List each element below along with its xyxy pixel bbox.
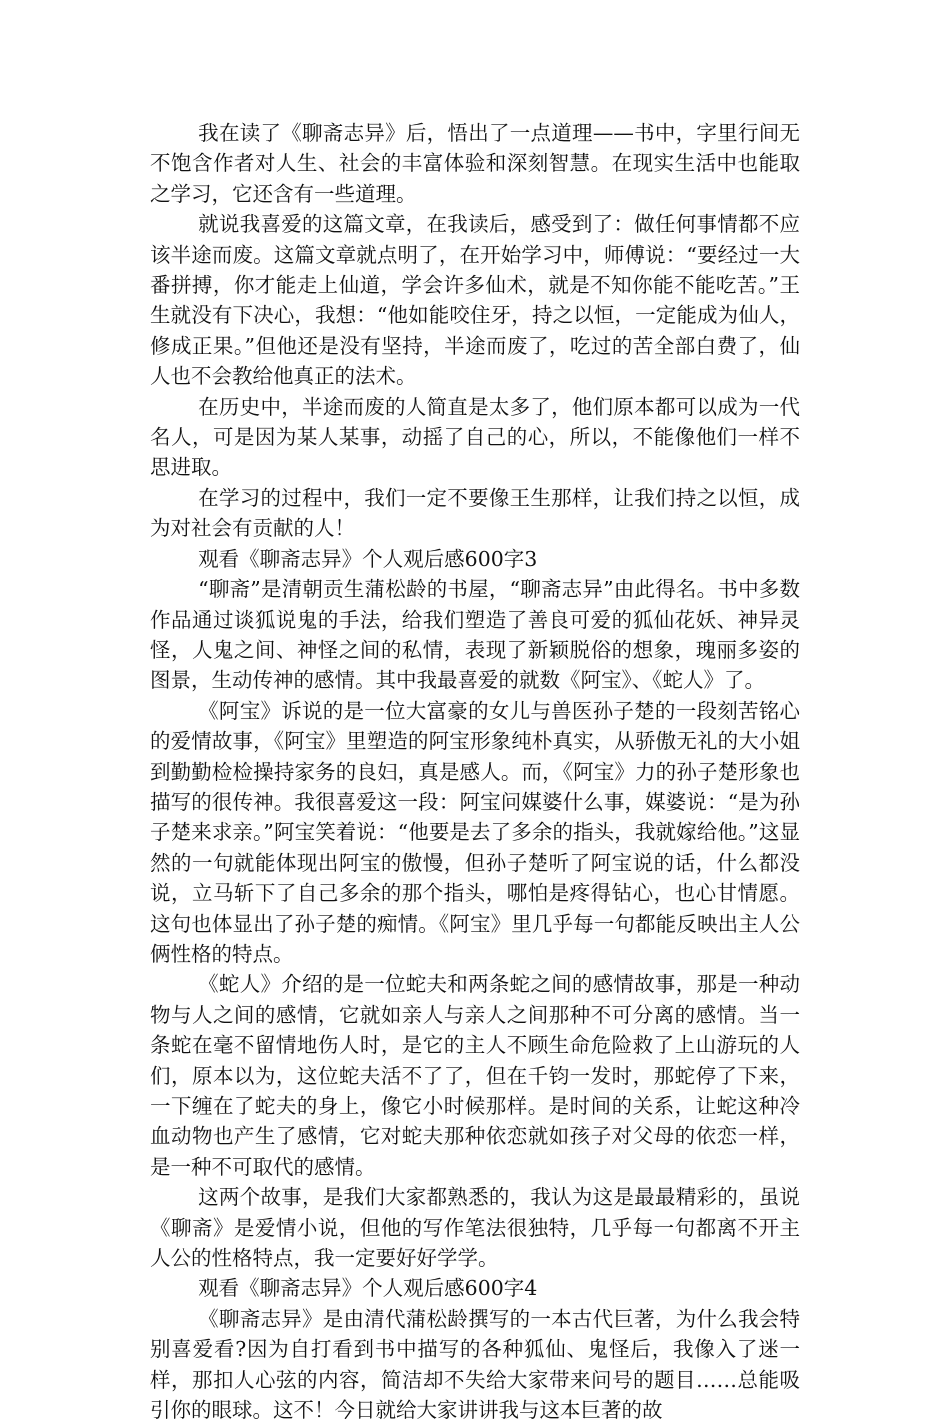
paragraph-intro: 我在读了《聊斋志异》后，悟出了一点道理——书中，字里行间无不饱含作者对人生、社会的丰富体验和深刻智慧。在现实生活中也能取之学习，它还含有一些道理。 — [150, 121, 800, 206]
paragraph-section4-intro: 《聊斋志异》是由清代蒲松龄撰写的一本古代巨著，为什么我会特别喜爱看?因为自打看到书中描写的各种狐仙、鬼怪后，我像入了迷一样，那扣人心弦的内容，简洁却不失给大家带来问号的题目……总能吸引你的眼球。这不！今日就给大家讲讲我与这本巨著的故 — [150, 1306, 800, 1423]
paragraph-sheren: 《蛇人》介绍的是一位蛇夫和两条蛇之间的感情故事，那是一种动物与人之间的感情，它就如亲人与亲人之间那种不可分离的感情。当一条蛇在毫不留情地伤人时，是它的主人不顾生命危险救了上山游玩的人们，原本以为，这位蛇夫活不了了，但在千钧一发时，那蛇停了下来，一下缠在了蛇夫的身上，像它小时候那样。是时间的关系，让蛇这种冷血动物也产生了感情，它对蛇夫那种依恋就如孩子对父母的依恋一样，是一种不可取代的感情。 — [150, 972, 800, 1179]
paragraph-perseverance: 就说我喜爱的这篇文章，在我读后，感受到了：做任何事情都不应该半途而废。这篇文章就点明了，在开始学习中，师傅说：“要经过一大番拼搏，你才能走上仙道，学会许多仙术，就是不知你能不能吃苦。”王生就没有下决心，我想：“他如能咬住牙，持之以恒，一定能成为仙人，修成正果。”但他还是没有坚持，半途而废了，吃过的苦全部白费了，仙人也不会教给他真正的法术。 — [150, 212, 800, 389]
paragraph-abao: 《阿宝》诉说的是一位大富豪的女儿与兽医孙子楚的一段刻苦铭心的爱情故事，《阿宝》里塑造的阿宝形象纯朴真实，从骄傲无礼的大小姐到勤勤检检操持家务的良妇，真是感人。而，《阿宝》力的孙子楚形象也描写的很传神。我很喜爱这一段：阿宝问媒婆什么事，媒婆说：“是为孙子楚来求亲。”阿宝笑着说：“他要是去了多余的指头，我就嫁给他。”这显然的一句就能体现出阿宝的傲慢，但孙子楚听了阿宝说的话，什么都没说，立马斩下了自己多余的那个指头，哪怕是疼得钻心，也心甘情愿。这句也体显出了孙子楚的痴情。《阿宝》里几乎每一句都能反映出主人公俩性格的特点。 — [150, 698, 800, 966]
paragraph-liaozhai-intro: “聊斋”是清朝贡生蒲松龄的书屋，“聊斋志异”由此得名。书中多数作品通过谈狐说鬼的手法，给我们塑造了善良可爱的狐仙花妖、神异灵怪，人鬼之间、神怪之间的私情，表现了新颖脱俗的想象，瑰丽多姿的图景，生动传神的感情。其中我最喜爱的就数《阿宝》、《蛇人》了。 — [150, 577, 800, 693]
paragraph-summary: 这两个故事，是我们大家都熟悉的，我认为这是最最精彩的，虽说《聊斋》是爱情小说，但他的写作笔法很独特，几乎每一句都离不开主人公的性格特点，我一定要好好学学。 — [150, 1185, 800, 1271]
section-heading-4: 观看《聊斋志异》个人观后感600字4 — [198, 1276, 538, 1301]
paragraph-history: 在历史中，半途而废的人简直是太多了，他们原本都可以成为一代名人，可是因为某人某事，动摇了自己的心，所以，不能像他们一样不思进取。 — [150, 394, 800, 480]
section-heading-3: 观看《聊斋志异》个人观后感600字3 — [198, 546, 538, 571]
document-body — [150, 118, 800, 1425]
paragraph-conclusion: 在学习的过程中，我们一定不要像王生那样，让我们持之以恒，成为对社会有贡献的人！ — [150, 485, 800, 541]
